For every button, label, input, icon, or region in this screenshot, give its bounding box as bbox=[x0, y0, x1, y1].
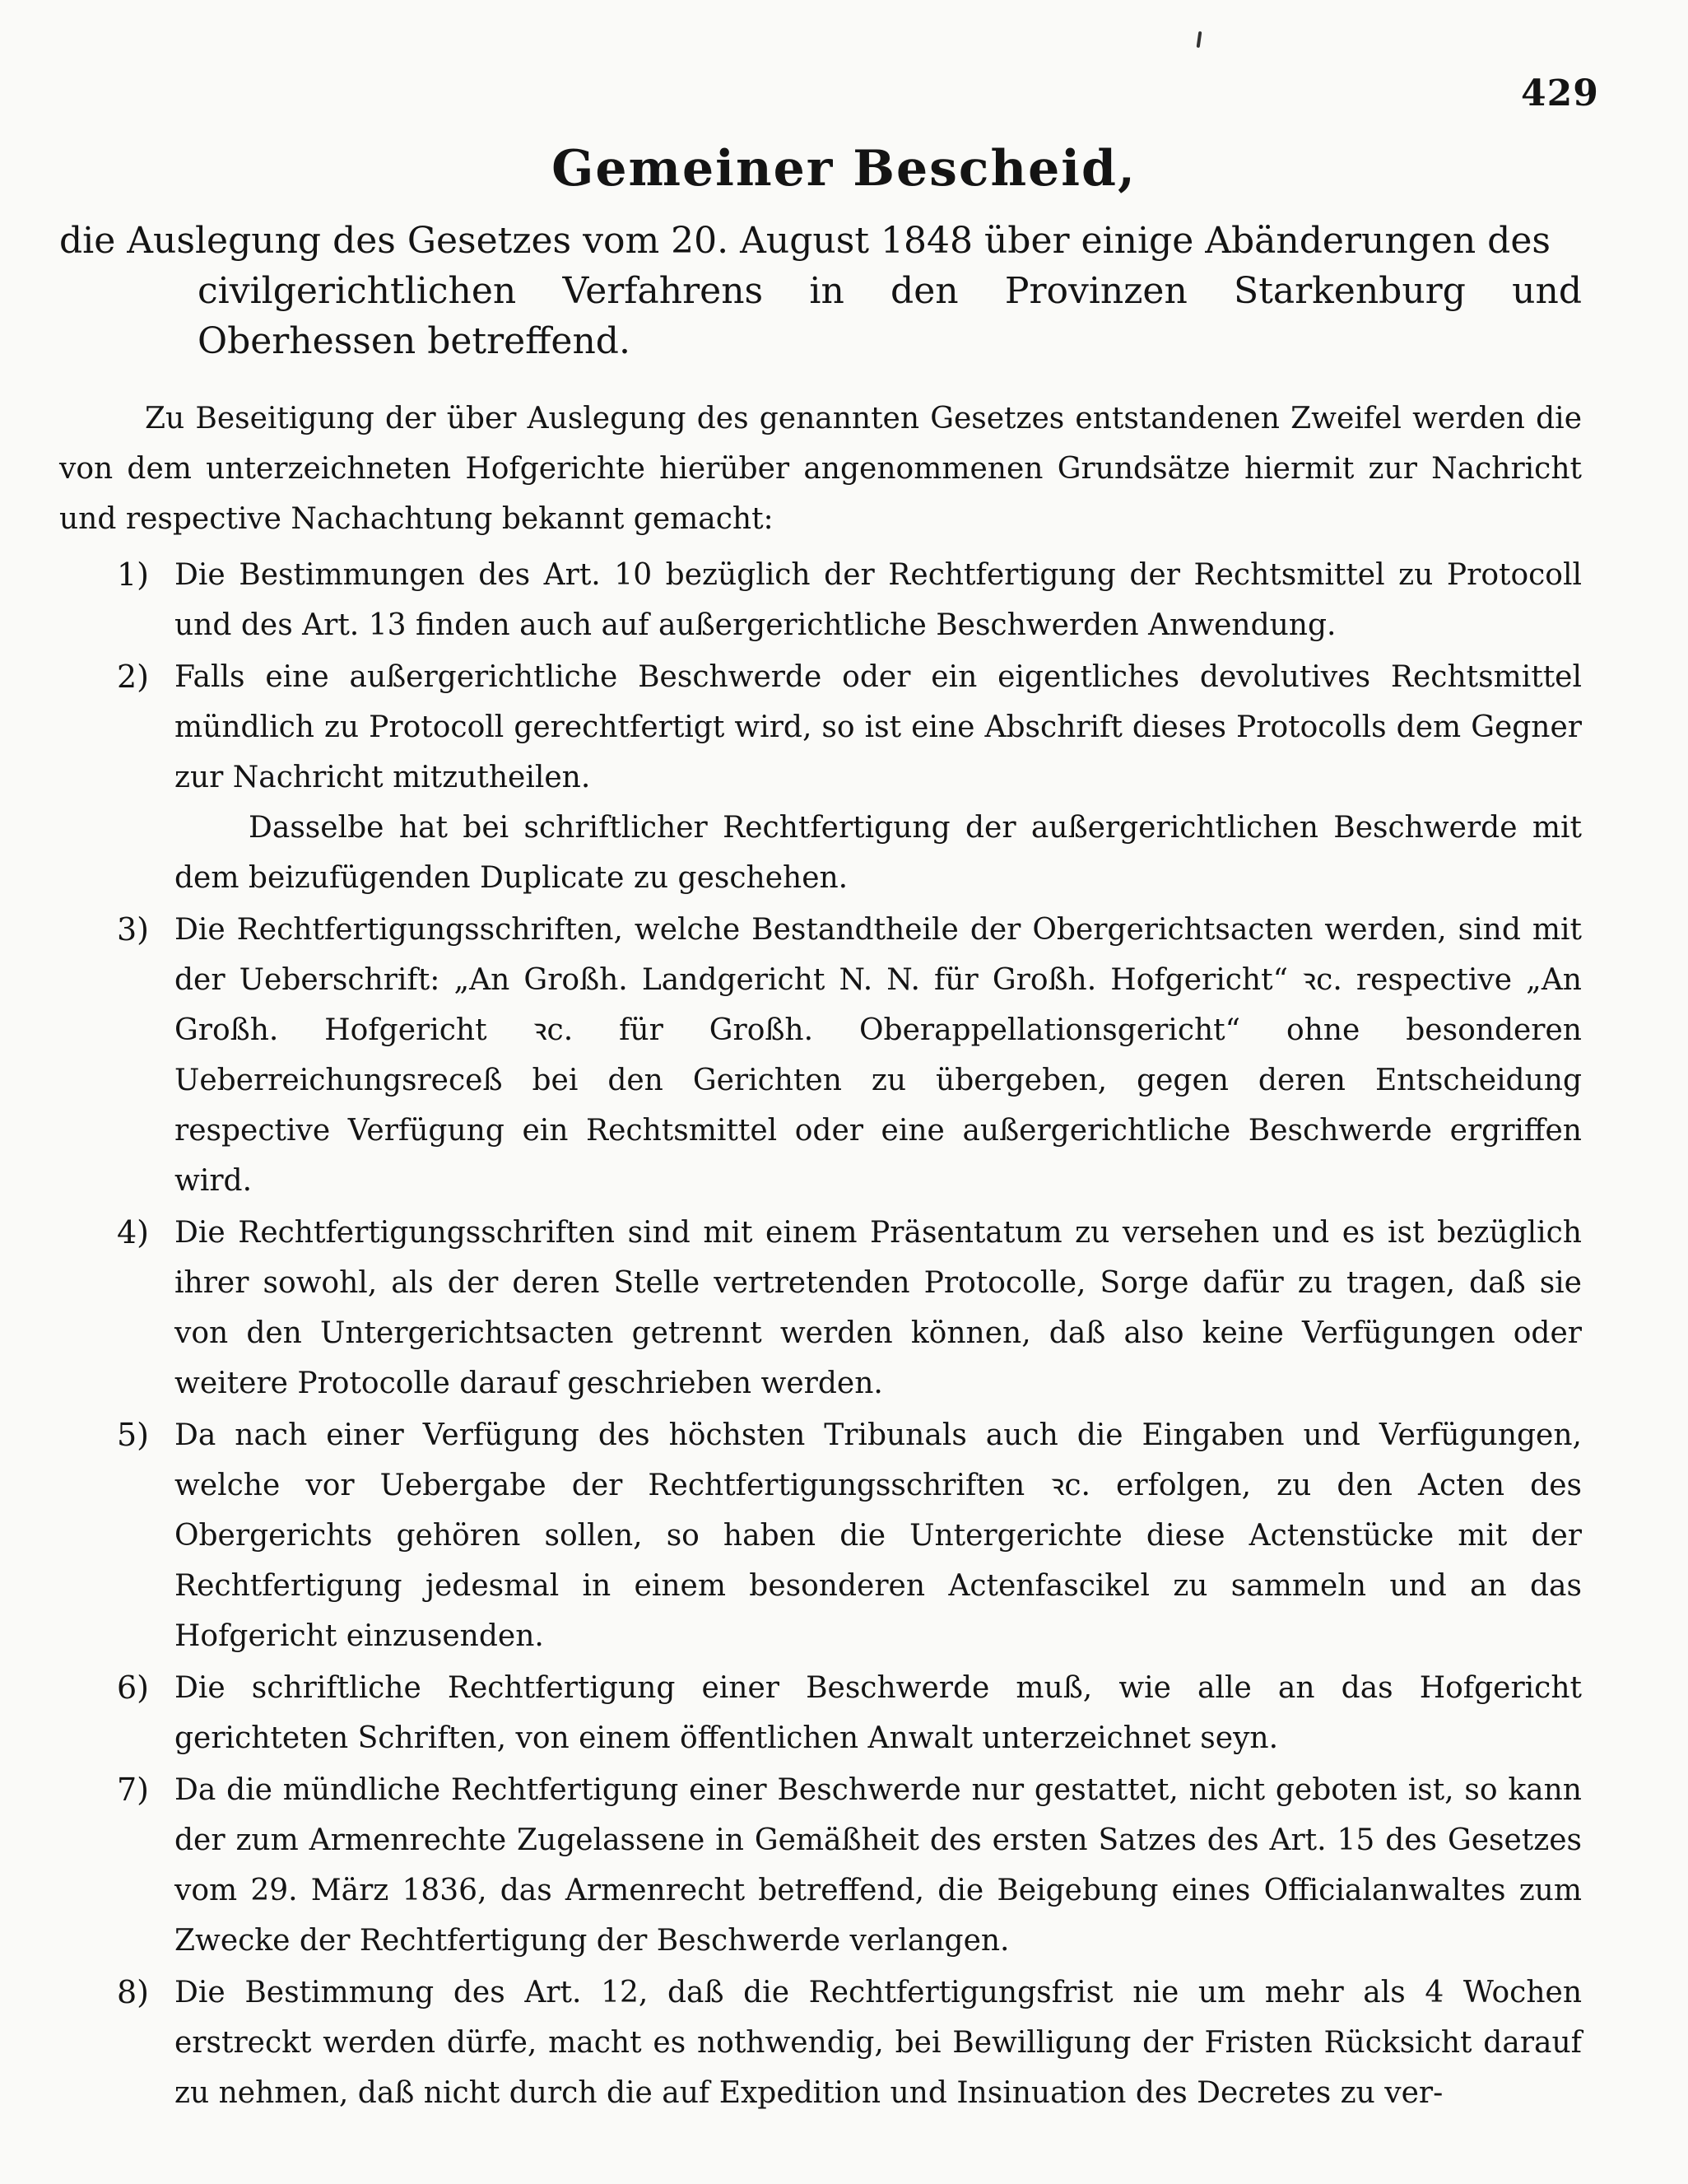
provision-text: Da die mündliche Rechtfertigung einer Beschwerde nur gestattet, nicht geboten ist, so kann der zum Armenrechte Zugelassene in Gemäßheit des ersten Satzes des Art. 15 des Gesetzes vom 29. März 1836, das Armenrecht betreffend, die Beigebung eines Officialanwaltes zum Zwecke der Rechtfertigung der Beschwerde verlangen. bbox=[174, 1773, 1582, 1958]
provision-item bbox=[59, 652, 1582, 903]
provision-number: 5) bbox=[117, 1417, 150, 1453]
provision-item bbox=[59, 1967, 1582, 2118]
provision-number: 6) bbox=[117, 1669, 150, 1706]
provision-text: Die Rechtfertigungsschriften, welche Bestandtheile der Obergerichtsacten werden, sind mit der Ueberschrift: „An Großh. Landgericht N. N. für Großh. Hofgericht“ ꝛc. respective „An Großh. Hofgericht ꝛc. für Großh. Oberappellationsgericht“ ohne besonderen Ueberreichungsreceß bei den Gerichten zu übergeben, gegen deren Entscheidung respective Verfügung ein Rechtsmittel oder eine außergerichtliche Beschwerde ergriffen wird. bbox=[174, 913, 1582, 1198]
provision-text: Falls eine außergerichtliche Beschwerde oder ein eigentliches devolutives Rechtsmittel mündlich zu Protocoll gerechtfertigt wird, so ist eine Abschrift dieses Protocolls dem Gegner zur Nachricht mitzutheilen. bbox=[174, 660, 1582, 794]
page-number: 429 bbox=[1521, 72, 1599, 114]
provision-item bbox=[59, 1663, 1582, 1763]
provision-item bbox=[59, 550, 1582, 650]
provision-number: 1) bbox=[117, 556, 150, 593]
provision-item bbox=[59, 905, 1582, 1206]
provision-number: 7) bbox=[117, 1772, 150, 1808]
provision-text: Da nach einer Verfügung des höchsten Tribunals auch die Eingaben und Verfügungen, welche vor Uebergabe der Rechtfertigungsschriften ꝛc. erfolgen, zu den Acten des Obergerichts gehören sollen, so haben die Untergerichte diese Actenstücke mit der Rechtfertigung jedesmal in einem besonderen Actenfascikel zu sammeln und an das Hofgericht einzusenden. bbox=[174, 1418, 1582, 1653]
intro-paragraph: Zu Beseitigung der über Auslegung des genannten Gesetzes entstandenen Zweifel werden die von dem unterzeichneten Hofgerichte hierüber angenommenen Grundsätze hiermit zur Nachricht und respective Nachachtung bekannt gemacht: bbox=[59, 402, 1582, 536]
document-subtitle bbox=[59, 216, 1582, 366]
provision-number: 8) bbox=[117, 1974, 150, 2010]
provision-item bbox=[59, 1765, 1582, 1966]
provision-item bbox=[59, 1208, 1582, 1409]
provision-text: Die schriftliche Rechtfertigung einer Beschwerde muß, wie alle an das Hofgericht gerichteten Schriften, von einem öffentlichen Anwalt unterzeichnet seyn. bbox=[174, 1671, 1582, 1755]
subtitle-line-2: civilgerichtlichen Verfahrens in den Provinzen Starkenburg und Oberhessen betreffend. bbox=[198, 270, 1582, 362]
provision-number: 2) bbox=[117, 659, 150, 695]
provision-text: Die Bestimmungen des Art. 10 bezüglich der Rechtfertigung der Rechtsmittel zu Protocoll und des Art. 13 finden auch auf außergerichtliche Beschwerden Anwendung. bbox=[174, 558, 1582, 642]
provisions-list bbox=[59, 550, 1582, 2120]
provision-text: Dasselbe hat bei schriftlicher Rechtfertigung der außergerichtlichen Beschwerde mit dem beizufügenden Duplicate zu geschehen. bbox=[174, 811, 1582, 895]
provision-text: Die Rechtfertigungsschriften sind mit einem Präsentatum zu versehen und es ist bezüglich ihrer sowohl, als der deren Stelle vertretenden Protocolle, Sorge dafür zu tragen, daß sie von den Untergerichtsacten getrennt werden können, daß also keine Verfügungen oder weitere Protocolle darauf geschrieben werden. bbox=[174, 1216, 1582, 1400]
subtitle-line-1: die Auslegung des Gesetzes vom 20. August 1848 über einige Abänderungen des bbox=[59, 220, 1551, 262]
provision-item bbox=[59, 1410, 1582, 1661]
provision-number: 3) bbox=[117, 911, 150, 948]
provision-text: Die Bestimmung des Art. 12, daß die Rechtfertigungsfrist nie um mehr als 4 Wochen erstreckt werden dürfe, macht es nothwendig, bei Bewilligung der Fristen Rücksicht darauf zu nehmen, daß nicht durch die auf Expedition und Insinuation des Decretes zu ver- bbox=[174, 1976, 1582, 2110]
print-speck bbox=[1197, 31, 1202, 48]
provision-number: 4) bbox=[117, 1214, 150, 1250]
document-title: Gemeiner Bescheid, bbox=[551, 140, 1137, 198]
